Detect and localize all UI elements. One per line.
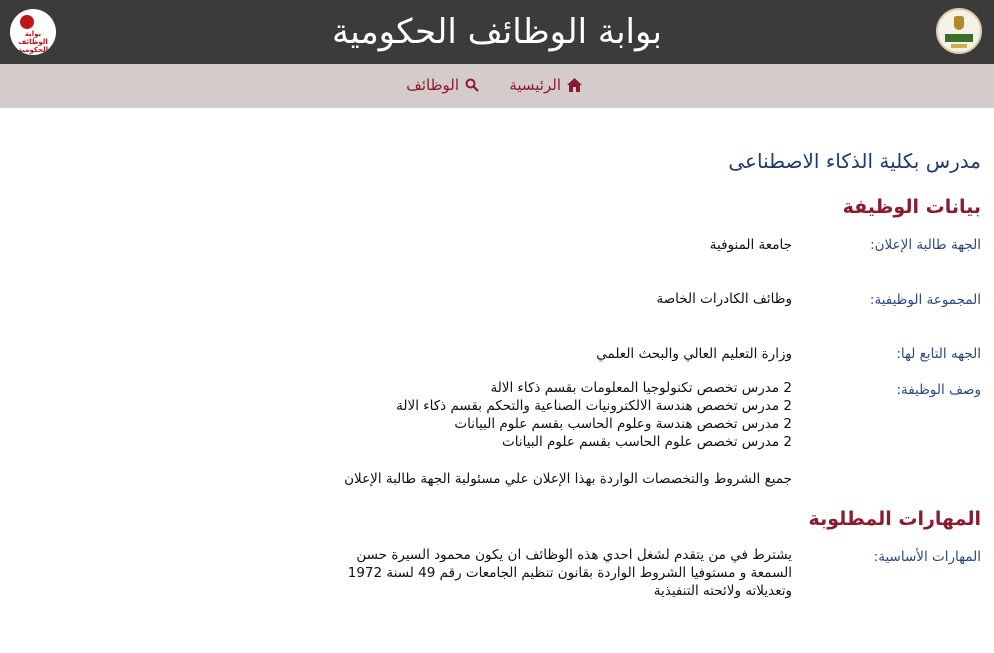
top-header [0, 0, 994, 64]
nav-jobs-link[interactable] [406, 76, 479, 94]
portal-logo-icon [20, 15, 34, 29]
nav-home-label: الرئيسية [509, 76, 561, 94]
job-description-line: 2 مدرس تخصص تكنولوجيا المعلومات بقسم ذكاء الالة [490, 380, 792, 396]
search-icon [465, 78, 479, 92]
job-description-note: جميع الشروط والتخصصات الواردة بهذا الإعلان علي مسئولية الجهة طالبة الإعلان [344, 471, 792, 487]
job-details [0, 108, 994, 653]
site-title: بوابة الوظائف الحكومية [331, 12, 663, 52]
job-description-line: 2 مدرس تخصص هندسة وعلوم الحاسب بقسم علوم البيانات [454, 416, 792, 432]
nav-jobs-label: الوظائف [406, 76, 459, 94]
job-data-heading: بيانات الوظيفة [842, 196, 981, 218]
home-icon [567, 78, 582, 92]
job-description-line: 2 مدرس تخصص هندسة الالكترونيات الصناعية والتحكم بقسم ذكاء الالة [396, 398, 792, 414]
job-title: مدرس بكلية الذكاء الاصطناعى [728, 149, 981, 173]
job-group-value: وظائف الكادرات الخاصة [656, 291, 792, 307]
basic-skills-value: يشترط في من يتقدم لشغل احدي هذه الوظائف ان يكون محمود السيرة حسن السمعة و مستوفيا الشروط الواردة بقانون تنظيم الجامعات رقم 49 لسنة 1972 وتعديلاته ولائحته التنفيذية [347, 547, 792, 599]
job-group-label: المجموعة الوظيفية: [869, 292, 981, 308]
affiliation-value: وزارة التعليم العالي والبحث العلمي [596, 346, 792, 362]
main-nav [0, 64, 994, 108]
job-description-label: وصف الوظيفة: [896, 382, 981, 398]
advertiser-value: جامعة المنوفية [709, 237, 792, 253]
affiliation-label: الجهه التابع لها: [896, 346, 981, 362]
basic-skills-label: المهارات الأساسية: [873, 549, 981, 565]
required-skills-heading: المهارات المطلوبة [808, 508, 981, 530]
job-description-line: 2 مدرس تخصص علوم الحاسب بقسم علوم البيانات [502, 434, 792, 450]
portal-logo-text: بوابة الوظائف الحكومية [18, 30, 48, 54]
advertiser-label: الجهة طالبة الإعلان: [870, 237, 981, 253]
nav-home-link[interactable] [509, 76, 582, 94]
jobs-portal-logo[interactable] [10, 9, 56, 55]
job-description-list [396, 379, 792, 451]
